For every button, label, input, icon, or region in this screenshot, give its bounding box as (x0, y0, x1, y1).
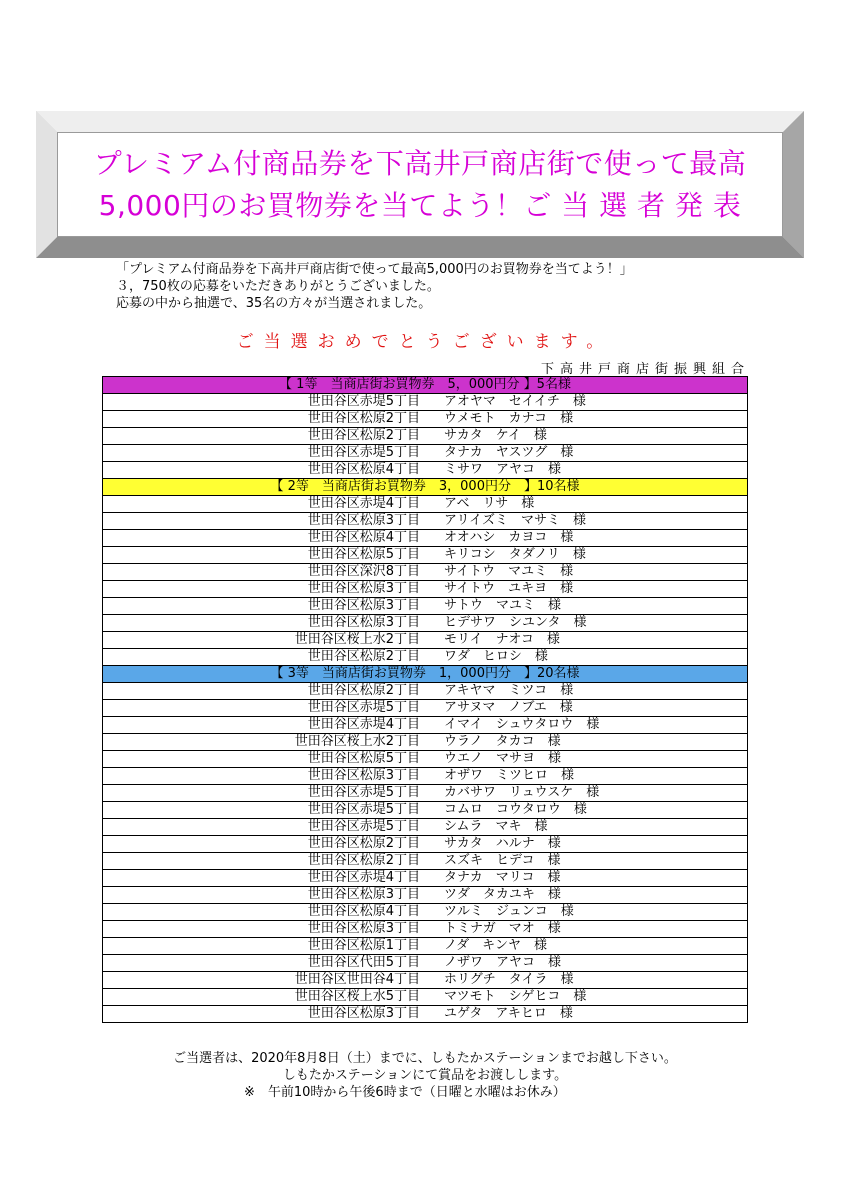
winner-address: 世田谷区赤堤5丁目 (307, 819, 420, 834)
winner-address: 世田谷区赤堤5丁目 (307, 802, 420, 817)
prize-header-row (103, 666, 748, 683)
winner-cell (103, 700, 748, 717)
table-row (103, 598, 748, 615)
winner-address: 世田谷区松原4丁目 (307, 530, 420, 545)
title-panel (36, 111, 804, 258)
winner-name: ツルミ ジュンコ 様 (444, 904, 574, 919)
winner-cell (103, 870, 748, 887)
congratulations-heading: ご当選おめでとうございます。 (236, 332, 614, 352)
table-row (103, 513, 748, 530)
winner-cell (103, 853, 748, 870)
winner-name: タナカ ヤスツグ 様 (444, 445, 574, 460)
page-title-line2: 5,000円のお買物券を当てよう！ご 当 選 者 発 表 (98, 188, 742, 222)
table-row (103, 887, 748, 904)
winner-name: オザワ ミツヒロ 様 (444, 768, 575, 783)
winner-address: 世田谷区赤堤5丁目 (307, 445, 420, 460)
winner-address: 世田谷区赤堤4丁目 (307, 870, 420, 885)
winner-cell (103, 564, 748, 581)
winner-address: 世田谷区松原2丁目 (307, 683, 420, 698)
footer-line-location: しもたかステーションにて賞品をお渡しします。 (282, 1068, 568, 1083)
intro-text (116, 261, 633, 312)
winner-address: 世田谷区桜上水5丁目 (294, 989, 420, 1004)
table-row (103, 615, 748, 632)
winner-cell (103, 904, 748, 921)
winner-cell (103, 751, 748, 768)
winner-name: サイトウ マユミ 様 (444, 564, 574, 579)
winner-address: 世田谷区赤堤4丁目 (307, 496, 420, 511)
table-row (103, 1006, 748, 1023)
winner-cell (103, 445, 748, 462)
winner-address: 世田谷区松原1丁目 (307, 938, 420, 953)
winner-address: 世田谷区松原4丁目 (307, 904, 420, 919)
winner-address: 世田谷区松原3丁目 (307, 581, 420, 596)
winner-name: アキヤマ ミツコ 様 (444, 683, 574, 698)
winner-cell (103, 717, 748, 734)
winner-address: 世田谷区松原3丁目 (307, 768, 420, 783)
footer-notice (0, 1050, 850, 1101)
winner-name: コムロ コウタロウ 様 (444, 802, 587, 817)
winner-cell (103, 496, 748, 513)
winner-address: 世田谷区松原3丁目 (307, 921, 420, 936)
table-row (103, 768, 748, 785)
winner-name: ユゲタ アキヒロ 様 (444, 1006, 573, 1021)
title-bevel-right (783, 111, 804, 258)
winner-address: 世田谷区松原3丁目 (307, 615, 420, 630)
winner-cell (103, 921, 748, 938)
prize-header: 【 3等 当商店街お買物券 1，000円分 】20名様 (103, 666, 748, 683)
footer-line-hours: ※ 午前10時から午後6時まで（日曜と水曜はお休み） (244, 1085, 566, 1100)
prize-header-row (103, 377, 748, 394)
winner-cell (103, 785, 748, 802)
table-row (103, 836, 748, 853)
winner-address: 世田谷区赤堤5丁目 (307, 700, 420, 715)
winners-table (102, 376, 748, 1023)
table-row (103, 649, 748, 666)
organization-name: 下高井戸商店街振興組合 (540, 362, 750, 377)
winner-name: ヒデサワ シユンタ 様 (444, 615, 587, 630)
winner-name: ホリグチ タイラ 様 (444, 972, 574, 987)
winner-cell (103, 530, 748, 547)
winner-cell (103, 768, 748, 785)
table-row (103, 802, 748, 819)
winner-cell (103, 989, 748, 1006)
winner-name: マツモト シゲヒコ 様 (444, 989, 587, 1004)
winner-name: トミナガ マオ 様 (444, 921, 561, 936)
winner-cell (103, 887, 748, 904)
winner-address: 世田谷区松原5丁目 (307, 751, 420, 766)
table-row (103, 462, 748, 479)
intro-line-thanks: ３，750枚の応募をいただきありがとうございました。 (116, 279, 440, 294)
table-row (103, 751, 748, 768)
winner-address: 世田谷区桜上水2丁目 (294, 734, 420, 749)
winner-address: 世田谷区松原5丁目 (307, 547, 420, 562)
winner-name: タナカ マリコ 様 (444, 870, 561, 885)
table-row (103, 581, 748, 598)
table-row (103, 717, 748, 734)
table-row (103, 564, 748, 581)
winner-address: 世田谷区赤堤5丁目 (307, 785, 420, 800)
winner-address: 世田谷区深沢8丁目 (307, 564, 420, 579)
winner-name: イマイ シュウタロウ 様 (444, 717, 600, 732)
winner-name: ノザワ アヤコ 様 (444, 955, 562, 970)
winner-address: 世田谷区松原2丁目 (307, 428, 420, 443)
winner-name: ワダ ヒロシ 様 (444, 649, 548, 664)
winner-cell (103, 683, 748, 700)
winner-address: 世田谷区赤堤5丁目 (307, 394, 420, 409)
table-row (103, 428, 748, 445)
winner-name: サイトウ ユキヨ 様 (444, 581, 574, 596)
winner-name: ツダ タカユキ 様 (444, 887, 561, 902)
winner-address: 世田谷区松原3丁目 (307, 1006, 420, 1021)
prize-header: 【 1等 当商店街お買物券 5，000円分 】5名様 (103, 377, 748, 394)
table-row (103, 785, 748, 802)
winner-name: モリイ ナオコ 様 (444, 632, 560, 647)
winner-cell (103, 428, 748, 445)
winner-name: アリイズミ マサミ 様 (444, 513, 586, 528)
title-face (57, 132, 783, 237)
winner-address: 世田谷区松原2丁目 (307, 411, 420, 426)
winner-name: オオハシ カヨコ 様 (444, 530, 574, 545)
winner-address: 世田谷区松原3丁目 (307, 513, 420, 528)
winner-address: 世田谷区松原3丁目 (307, 887, 420, 902)
table-row (103, 734, 748, 751)
page-title-line1: プレミアム付商品券を下高井戸商店街で使って最高 (93, 146, 747, 180)
table-row (103, 989, 748, 1006)
winner-address: 世田谷区松原4丁目 (307, 462, 420, 477)
winner-name: ウエノ マサヨ 様 (444, 751, 562, 766)
winner-name: キリコシ タダノリ 様 (444, 547, 586, 562)
winner-name: ノダ キンヤ 様 (444, 938, 547, 953)
table-row (103, 683, 748, 700)
winner-cell (103, 615, 748, 632)
winner-name: ミサワ アヤコ 様 (444, 462, 562, 477)
table-row (103, 819, 748, 836)
winners-table-body (103, 377, 748, 1023)
winner-address: 世田谷区代田5丁目 (307, 955, 420, 970)
winner-address: 世田谷区世田谷4丁目 (294, 972, 420, 987)
winner-name: アサヌマ ノブエ 様 (444, 700, 573, 715)
winner-cell (103, 972, 748, 989)
winner-cell (103, 513, 748, 530)
title-bevel-top (36, 111, 804, 132)
winner-name: サトウ マユミ 様 (444, 598, 562, 613)
winner-address: 世田谷区赤堤4丁目 (307, 717, 420, 732)
winner-cell (103, 649, 748, 666)
winner-cell (103, 819, 748, 836)
table-row (103, 853, 748, 870)
table-row (103, 547, 748, 564)
intro-line-lottery: 応募の中から抽選で、35名の方々が当選されました。 (116, 296, 432, 311)
winner-address: 世田谷区桜上水2丁目 (294, 632, 420, 647)
winner-name: ウラノ タカコ 様 (444, 734, 561, 749)
table-row (103, 870, 748, 887)
winner-cell (103, 938, 748, 955)
table-row (103, 496, 748, 513)
table-row (103, 904, 748, 921)
winner-name: アオヤマ セイイチ 様 (444, 394, 586, 409)
winner-cell (103, 462, 748, 479)
winner-name: スズキ ヒデコ 様 (444, 853, 561, 868)
winner-cell (103, 394, 748, 411)
prize-header-row (103, 479, 748, 496)
winner-cell (103, 598, 748, 615)
winner-cell (103, 547, 748, 564)
title-bevel-left (36, 111, 57, 258)
table-row (103, 411, 748, 428)
winner-address: 世田谷区松原2丁目 (307, 853, 420, 868)
winner-name: サカタ ハルナ 様 (444, 836, 561, 851)
winner-address: 世田谷区松原2丁目 (307, 836, 420, 851)
winner-name: シムラ マキ 様 (444, 819, 548, 834)
table-row (103, 921, 748, 938)
table-row (103, 972, 748, 989)
winner-cell (103, 411, 748, 428)
table-row (103, 632, 748, 649)
winner-cell (103, 802, 748, 819)
footer-line-deadline: ご当選者は、2020年8月8日（土）までに、しもたかステーションまでお越し下さい。 (173, 1051, 677, 1066)
winner-cell (103, 1006, 748, 1023)
prize-header: 【 2等 当商店街お買物券 3，000円分 】10名様 (103, 479, 748, 496)
table-row (103, 394, 748, 411)
winner-cell (103, 581, 748, 598)
winner-cell (103, 632, 748, 649)
winner-address: 世田谷区松原2丁目 (307, 649, 420, 664)
intro-line-campaign: 「プレミアム付商品券を下高井戸商店街で使って最高5,000円のお買物券を当てよう！」 (116, 262, 633, 277)
winner-name: カバサワ リュウスケ 様 (444, 785, 600, 800)
winner-cell (103, 955, 748, 972)
winner-name: アベ リサ 様 (444, 496, 535, 511)
table-row (103, 955, 748, 972)
title-bevel-bottom (36, 237, 804, 258)
table-row (103, 938, 748, 955)
winner-address: 世田谷区松原3丁目 (307, 598, 420, 613)
winner-cell (103, 836, 748, 853)
winner-cell (103, 734, 748, 751)
winner-name: サカタ ケイ 様 (444, 428, 547, 443)
table-row (103, 445, 748, 462)
table-row (103, 700, 748, 717)
table-row (103, 530, 748, 547)
winner-name: ウメモト カナコ 様 (444, 411, 574, 426)
